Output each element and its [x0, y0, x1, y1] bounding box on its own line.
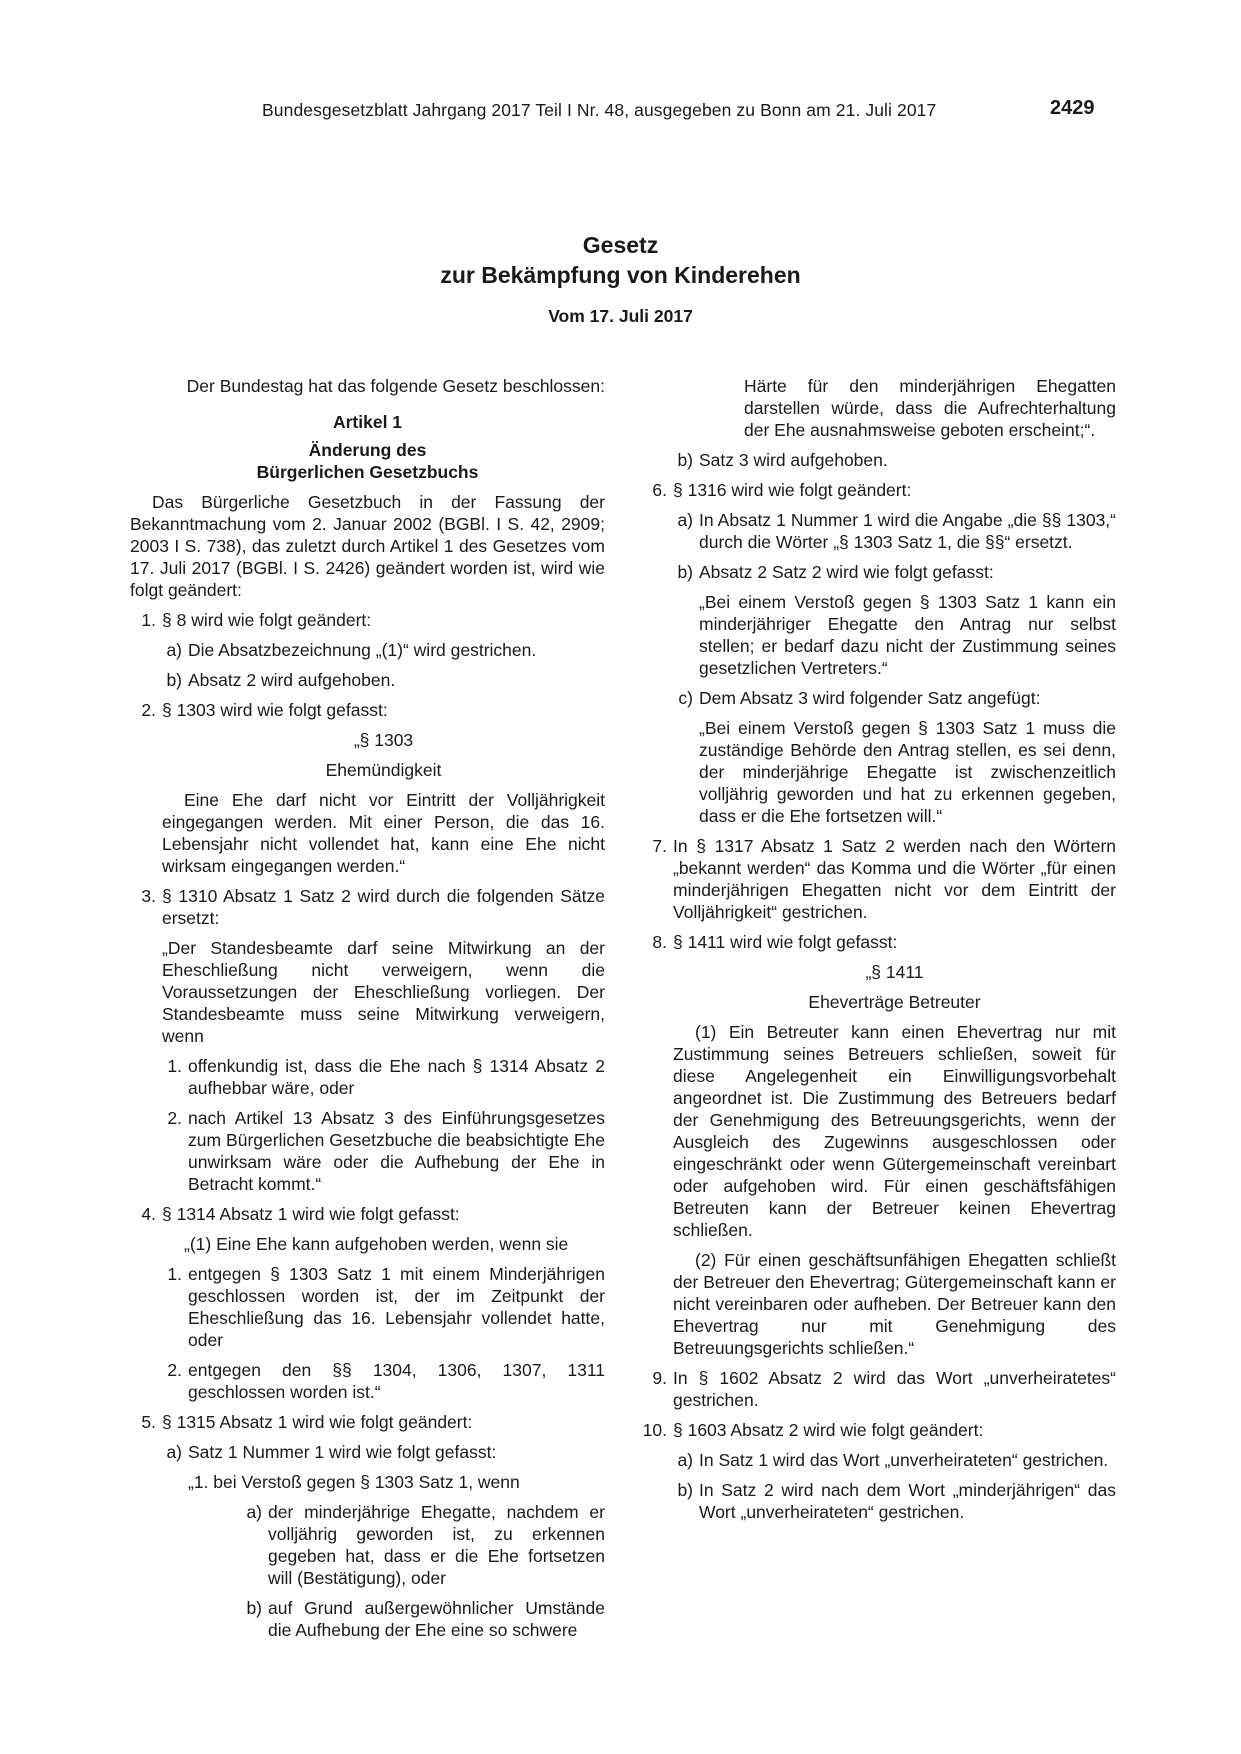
article-title-line1: Änderung des — [308, 440, 427, 460]
quoted-text: „Bei einem Verstoß gegen § 1303 Satz 1 kann ein minderjähriger Ehegatte den Antrag nur selbst stellen; er bedarf dazu nicht der Zustimmung seines gesetzlichen Vertreters.“ — [699, 592, 1116, 678]
list-item: a) In Absatz 1 Nummer 1 wird die Angabe „die §§ 1303,“ durch die Wörter „§ 1303 Satz 1, die §§“ ersetzt. — [677, 510, 1116, 552]
quoted-text: „Bei einem Verstoß gegen § 1303 Satz 1 muss die zuständige Behörde den Antrag stellen, es sei denn, der minderjährige Ehegatte ist zwischenzeitlich volljährig geworden und hat zu erkennen gegeben, dass er die Ehe fortsetzen will.“ — [699, 718, 1116, 826]
quoted-text: „Der Standesbeamte darf seine Mitwirkung an der Eheschließung nicht verweigern, wenn die Voraussetzungen der Eheschließung vorliegen. Der Standesbeamte muss seine Mitwirkung verweigern, wenn — [162, 938, 605, 1046]
section-body: Eine Ehe darf nicht vor Eintritt der Volljährigkeit eingegangen werden. Mit einer Person, die das 16. Lebensjahr nicht vollendet hat, kann eine Ehe nicht wirksam eingegangen werden.“ — [162, 790, 605, 876]
continued-text: Härte für den minderjährigen Ehegatten darstellen würde, dass die Aufrechterhaltung der Ehe ausnahmsweise geboten erscheint;“. — [744, 376, 1116, 440]
list-item: 4. § 1314 Absatz 1 wird wie folgt gefasst: — [141, 1204, 460, 1224]
list-item: 5. § 1315 Absatz 1 wird wie folgt geändert: — [141, 1412, 473, 1432]
list-item: b) auf Grund außergewöhnlicher Umstände die Aufhebung der Ehe eine so schwere — [246, 1598, 605, 1640]
list-item: a) Satz 1 Nummer 1 wird wie folgt gefasst: — [166, 1442, 497, 1462]
list-item: 7. In § 1317 Absatz 1 Satz 2 werden nach den Wörtern „bekannt werden“ das Komma und die Wörter „für einen minderjährigen Ehegatten nicht vor dem Eintritt der Volljährigkeit“ gestrichen. — [652, 836, 1116, 922]
list-item: 10. § 1603 Absatz 2 wird wie folgt geändert: — [642, 1420, 984, 1440]
list-item: 2. entgegen den §§ 1304, 1306, 1307, 1311 geschlossen worden ist.“ — [167, 1360, 605, 1402]
quoted-text: „(1) Eine Ehe kann aufgehoben werden, wenn sie — [184, 1234, 569, 1254]
section-number: „§ 1411 — [865, 962, 924, 982]
right-column — [641, 375, 1116, 1531]
list-item: 8. § 1411 wird wie folgt gefasst: — [652, 932, 898, 952]
law-title-line2: zur Bekämpfung von Kinderehen — [440, 262, 801, 288]
list-item: b) Satz 3 wird aufgehoben. — [677, 450, 888, 470]
law-title-line1: Gesetz — [582, 232, 659, 258]
list-item: b) Absatz 2 Satz 2 wird wie folgt gefasst: — [677, 562, 994, 582]
article-title-line2: Bürgerlichen Gesetzbuchs — [256, 462, 479, 482]
section-number: „§ 1303 — [353, 730, 414, 750]
list-item: a) In Satz 1 wird das Wort „unverheirateten“ gestrichen. — [677, 1450, 1109, 1470]
section-heading: Ehemündigkeit — [325, 760, 442, 780]
list-item: 1. entgegen § 1303 Satz 1 mit einem Minderjährigen geschlossen worden ist, der im Zeitpunkt der Eheschließung das 16. Lebensjahr vollendet hatte, oder — [167, 1264, 605, 1350]
section-heading: Eheverträge Betreuter — [808, 992, 981, 1012]
law-date: Vom 17. Juli 2017 — [548, 306, 693, 326]
list-item: 6. § 1316 wird wie folgt geändert: — [652, 480, 912, 500]
list-item: 1. § 8 wird wie folgt geändert: — [141, 610, 372, 630]
list-item: c) Dem Absatz 3 wird folgender Satz angefügt: — [678, 688, 1041, 708]
law-title — [0, 230, 1241, 290]
list-item: 1. offenkundig ist, dass die Ehe nach § 1314 Absatz 2 aufhebbar wäre, oder — [167, 1056, 605, 1098]
list-item: a) Die Absatzbezeichnung „(1)“ wird gestrichen. — [166, 640, 537, 660]
running-header: Bundesgesetzblatt Jahrgang 2017 Teil I Nr. 48, ausgegeben zu Bonn am 21. Juli 2017 — [262, 100, 937, 120]
enactment-formula: Der Bundestag hat das folgende Gesetz beschlossen: — [186, 376, 605, 396]
page-number: 2429 — [1050, 97, 1095, 119]
quoted-text: „1. bei Verstoß gegen § 1303 Satz 1, wenn — [188, 1472, 520, 1492]
list-item: b) Absatz 2 wird aufgehoben. — [166, 670, 396, 690]
list-item: b) In Satz 2 wird nach dem Wort „minderjährigen“ das Wort „unverheirateten“ gestrichen. — [677, 1480, 1116, 1522]
list-item: a) der minderjährige Ehegatte, nachdem er volljährig geworden ist, zu erkennen gegeben hat, dass er die Ehe fortsetzen will (Bestätigung), oder — [246, 1502, 605, 1588]
list-item: 2. nach Artikel 13 Absatz 3 des Einführungsgesetzes zum Bürgerlichen Gesetzbuche die beabsichtigte Ehe unwirksam wäre oder die Aufhebung der Ehe in Betracht kommt.“ — [167, 1108, 605, 1194]
left-column — [130, 375, 605, 1649]
preamble-text: Das Bürgerliche Gesetzbuch in der Fassung der Bekanntmachung vom 2. Januar 2002 (BGBl. I S. 42, 2909; 2003 I S. 738), das zuletzt durch Artikel 1 des Gesetzes vom 17. Juli 2017 (BGBl. I S. 2426) geändert worden ist, wird wie folgt geändert: — [130, 492, 605, 600]
section-paragraph-1: (1) Ein Betreuter kann einen Ehevertrag nur mit Zustimmung seines Betreuers schließen, soweit für diese Angelegenheit ein Einwilligungsvorbehalt angeordnet ist. Die Zustimmung des Betreuers bedarf der Genehmigung des Betreuungsgerichts, wenn der Ausgleich des Zugewinns ausgeschlossen oder eingeschränkt oder wenn Gütergemeinschaft vereinbart oder aufgehoben wird. Für einen geschäftsfähigen Betreuten kann der Betreuer keinen Ehevertrag schließen. — [673, 1022, 1116, 1240]
list-item: 2. § 1303 wird wie folgt gefasst: — [141, 700, 388, 720]
section-paragraph-2: (2) Für einen geschäftsunfähigen Ehegatten schließt der Betreuer den Ehevertrag; Gütergemeinschaft kann er nicht vereinbaren oder aufheben. Der Betreuer kann den Ehevertrag nur mit Genehmigung des Betreuungsgerichts schließen.“ — [673, 1250, 1116, 1358]
article-heading: Artikel 1 — [332, 412, 403, 432]
list-item: 3. § 1310 Absatz 1 Satz 2 wird durch die folgenden Sätze ersetzt: — [141, 886, 605, 928]
list-item: 9. In § 1602 Absatz 2 wird das Wort „unverheiratetes“ gestrichen. — [652, 1368, 1116, 1410]
